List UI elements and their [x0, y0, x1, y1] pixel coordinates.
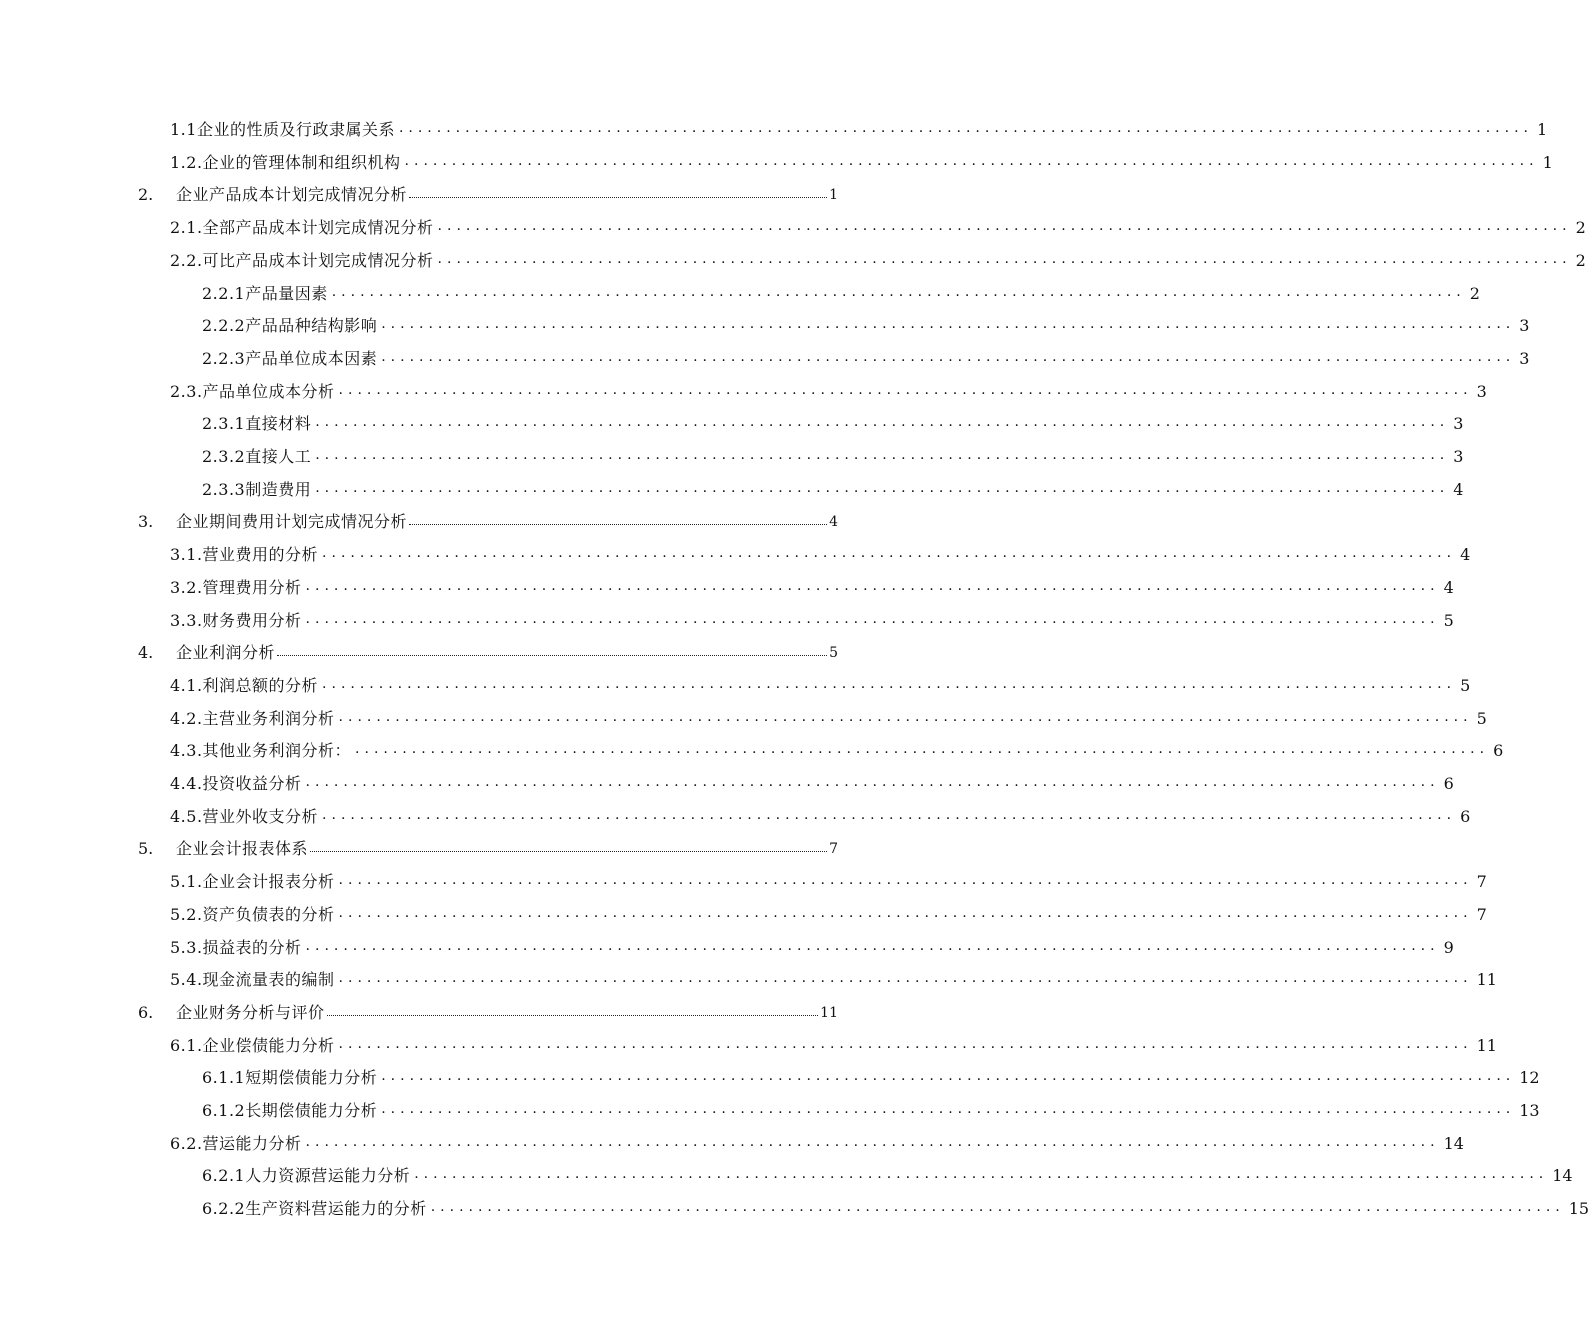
- toc-entry[interactable]: [202, 1189, 1589, 1219]
- toc-dot-leader: ........................................................................................................................: [305, 1133, 1440, 1150]
- toc-dot-leader: ........................................................................................................................: [437, 250, 1572, 267]
- toc-entry[interactable]: [202, 339, 1530, 369]
- toc-entry-page-number: 11: [1476, 1035, 1497, 1055]
- toc-entry-title: 2.3.1直接材料: [202, 414, 312, 434]
- toc-entry-title: 5.1.企业会计报表分析: [170, 872, 335, 892]
- toc-entry[interactable]: [138, 175, 838, 205]
- toc-dot-leader: [409, 196, 827, 198]
- toc-entry-page-number: 3: [1519, 316, 1530, 336]
- toc-entry-page-number: 7: [1476, 872, 1487, 892]
- toc-dot-leader: ........................................................................................................................: [430, 1199, 1565, 1216]
- toc-dot-leader: ........................................................................................................................: [322, 545, 1457, 562]
- toc-entry[interactable]: [170, 699, 1487, 729]
- toc-dot-leader: ........................................................................................................................: [338, 970, 1473, 987]
- toc-entry-title: 4.1.利润总额的分析: [170, 675, 319, 695]
- toc-dot-leader: ........................................................................................................................: [331, 283, 1466, 300]
- toc-entry[interactable]: [170, 960, 1497, 990]
- toc-entry[interactable]: [170, 110, 1548, 140]
- toc-entry-title: 企业产品成本计划完成情况分析: [176, 185, 408, 205]
- toc-entry-page-number: 2: [1575, 218, 1586, 238]
- toc-dot-leader: [327, 1014, 819, 1016]
- toc-entry-page-number: 4: [1460, 545, 1471, 565]
- toc-dot-leader: ........................................................................................................................: [322, 675, 1457, 692]
- toc-entry-title: 6.2.营运能力分析: [170, 1133, 302, 1153]
- toc-entry-page-number: 9: [1443, 937, 1454, 957]
- toc-entry-title: 5.4.现金流量表的编制: [170, 970, 335, 990]
- toc-entry-page-number: 3: [1453, 414, 1464, 434]
- toc-dot-leader: ........................................................................................................................: [322, 806, 1457, 823]
- toc-entry[interactable]: [170, 895, 1487, 925]
- toc-entry-title: 4.5.营业外收支分析: [170, 806, 319, 826]
- toc-entry-page-number: 2: [1469, 283, 1480, 303]
- toc-dot-leader: ........................................................................................................................: [305, 577, 1440, 594]
- toc-entry[interactable]: [138, 993, 838, 1023]
- toc-dot-leader: ........................................................................................................................: [404, 152, 1539, 169]
- toc-dot-leader: ........................................................................................................................: [414, 1166, 1549, 1183]
- toc-dot-leader: [277, 654, 827, 656]
- toc-entry-title: 2.3.2直接人工: [202, 447, 312, 466]
- toc-entry-title: 6.2.2生产资料营运能力的分析: [202, 1199, 427, 1219]
- toc-entry-page-number: 4: [1453, 479, 1464, 499]
- toc-entry[interactable]: [170, 731, 1504, 761]
- toc-entry-page-number: 2: [1575, 250, 1586, 270]
- toc-entry[interactable]: [170, 601, 1454, 631]
- toc-entry-title: 4.3.其他业务利润分析：: [170, 741, 352, 761]
- toc-entry[interactable]: [170, 535, 1471, 565]
- toc-dot-leader: ........................................................................................................................: [305, 610, 1440, 627]
- toc-entry[interactable]: [202, 1091, 1540, 1121]
- toc-entry-page-number: 3: [1453, 447, 1464, 466]
- toc-dot-leader: [310, 850, 827, 852]
- toc-dot-leader: ........................................................................................................................: [338, 1035, 1473, 1052]
- toc-entry-title: 企业期间费用计划完成情况分析: [176, 512, 408, 532]
- toc-dot-leader: ........................................................................................................................: [338, 872, 1473, 889]
- toc-entry-title: 6.1.2长期偿债能力分析: [202, 1101, 378, 1120]
- toc-entry-page-number: 14: [1443, 1133, 1464, 1153]
- toc-entry-page-number: 1: [829, 187, 838, 204]
- toc-entry[interactable]: [202, 470, 1464, 500]
- toc-entry-page-number: 6: [1443, 774, 1454, 793]
- toc-dot-leader: ........................................................................................................................: [437, 218, 1572, 235]
- toc-dot-leader: ........................................................................................................................: [355, 741, 1490, 758]
- toc-entry[interactable]: [202, 274, 1480, 304]
- toc-entry[interactable]: [170, 928, 1454, 958]
- toc-entry-number: 3.: [138, 512, 154, 532]
- toc-dot-leader: ........................................................................................................................: [315, 479, 1450, 496]
- toc-entry-page-number: 11: [1476, 970, 1497, 990]
- toc-entry-number: 4.: [138, 643, 154, 663]
- toc-entry[interactable]: [170, 764, 1454, 794]
- toc-dot-leader: ........................................................................................................................: [305, 937, 1440, 954]
- toc-entry-page-number: 4: [1443, 577, 1454, 597]
- toc-entry-title: 1.2.企业的管理体制和组织机构: [170, 152, 401, 172]
- toc-entry[interactable]: [138, 502, 838, 532]
- toc-dot-leader: ........................................................................................................................: [381, 348, 1516, 365]
- toc-entry[interactable]: [202, 306, 1530, 336]
- toc-entry-title: 2.2.3产品单位成本因素: [202, 348, 378, 368]
- toc-entry-title: 1.1企业的性质及行政隶属关系: [170, 120, 395, 139]
- toc-entry-page-number: 12: [1519, 1068, 1540, 1088]
- toc-entry[interactable]: [170, 568, 1454, 598]
- toc-entry-title: 5.2.资产负债表的分析: [170, 904, 335, 924]
- toc-dot-leader: ........................................................................................................................: [381, 316, 1516, 333]
- toc-entry-title: 3.1.营业费用的分析: [170, 545, 319, 565]
- toc-entry-title: 企业利润分析: [176, 643, 276, 663]
- toc-entry-title: 6.1.企业偿债能力分析: [170, 1035, 335, 1055]
- toc-entry[interactable]: [138, 633, 838, 663]
- toc-entry-title: 企业财务分析与评价: [176, 1002, 325, 1022]
- toc-entry[interactable]: [170, 1124, 1464, 1154]
- toc-entry-page-number: 5: [1460, 675, 1471, 695]
- toc-entry[interactable]: [170, 666, 1471, 696]
- toc-entry[interactable]: [170, 241, 1586, 271]
- toc-entry[interactable]: [170, 1026, 1497, 1056]
- toc-entry-number: 2.: [138, 185, 154, 205]
- toc-entry[interactable]: [170, 208, 1586, 238]
- toc-entry-title: 4.2.主营业务利润分析: [170, 708, 335, 728]
- toc-dot-leader: [409, 523, 827, 525]
- toc-dot-leader: ........................................................................................................................: [338, 904, 1473, 921]
- toc-entry[interactable]: [170, 797, 1471, 827]
- toc-entry[interactable]: [202, 1058, 1540, 1088]
- toc-entry-page-number: 5: [1476, 708, 1487, 728]
- toc-dot-leader: ........................................................................................................................: [315, 447, 1450, 463]
- toc-entry-title: 5.3.损益表的分析: [170, 937, 302, 957]
- toc-dot-leader: ........................................................................................................................: [338, 708, 1473, 725]
- toc-entry-title: 6.2.1人力资源营运能力分析: [202, 1166, 411, 1186]
- toc-entry-page-number: 7: [829, 841, 838, 858]
- toc-entry-page-number: 5: [1443, 610, 1454, 630]
- toc-entry[interactable]: [202, 1156, 1573, 1186]
- toc-entry[interactable]: [170, 143, 1553, 173]
- toc-entry[interactable]: [202, 404, 1464, 434]
- toc-dot-leader: ........................................................................................................................: [338, 381, 1473, 398]
- toc-entry-page-number: 14: [1552, 1166, 1573, 1186]
- toc-entry-page-number: 7: [1476, 904, 1487, 924]
- toc-entry-title: 2.2.可比产品成本计划完成情况分析: [170, 250, 434, 270]
- toc-entry-page-number: 6: [1460, 806, 1471, 826]
- toc-entry-title: 6.1.1短期偿债能力分析: [202, 1068, 378, 1088]
- toc-dot-leader: ........................................................................................................................: [381, 1101, 1516, 1117]
- toc-entry-title: 4.4.投资收益分析: [170, 774, 302, 793]
- toc-entry[interactable]: [170, 372, 1487, 402]
- toc-entry-title: 2.1.全部产品成本计划完成情况分析: [170, 218, 434, 238]
- toc-entry-page-number: 15: [1568, 1199, 1589, 1219]
- toc-entry-page-number: 11: [820, 1004, 838, 1021]
- toc-entry[interactable]: [138, 829, 838, 859]
- toc-entry-page-number: 5: [829, 645, 838, 662]
- toc-entry-page-number: 3: [1476, 381, 1487, 401]
- toc-entry-page-number: 4: [829, 514, 838, 531]
- toc-entry-page-number: 1: [1536, 120, 1548, 139]
- toc-dot-leader: ........................................................................................................................: [315, 414, 1450, 431]
- toc-entry-title: 企业会计报表体系: [176, 839, 309, 859]
- toc-entry-title: 2.3.3制造费用: [202, 479, 312, 499]
- toc-entry-page-number: 13: [1519, 1101, 1540, 1120]
- toc-entry-number: 6.: [138, 1002, 154, 1022]
- toc-entry-title: 2.2.2产品品种结构影响: [202, 316, 378, 336]
- toc-entry-title: 2.3.产品单位成本分析: [170, 381, 335, 401]
- toc-entry-title: 2.2.1产品量因素: [202, 283, 328, 303]
- toc-entry[interactable]: [202, 437, 1464, 467]
- toc-dot-leader: ........................................................................................................................: [398, 120, 1533, 136]
- toc-entry-page-number: 6: [1493, 741, 1504, 761]
- toc-entry[interactable]: [170, 862, 1487, 892]
- toc-entry-page-number: 3: [1519, 348, 1530, 368]
- toc-entry-title: 3.3.财务费用分析: [170, 610, 302, 630]
- toc-entry-number: 5.: [138, 839, 154, 859]
- toc-entry-title: 3.2.管理费用分析: [170, 577, 302, 597]
- toc-entry-page-number: 1: [1542, 152, 1553, 172]
- toc-dot-leader: ........................................................................................................................: [305, 774, 1440, 790]
- toc-dot-leader: ........................................................................................................................: [381, 1068, 1516, 1085]
